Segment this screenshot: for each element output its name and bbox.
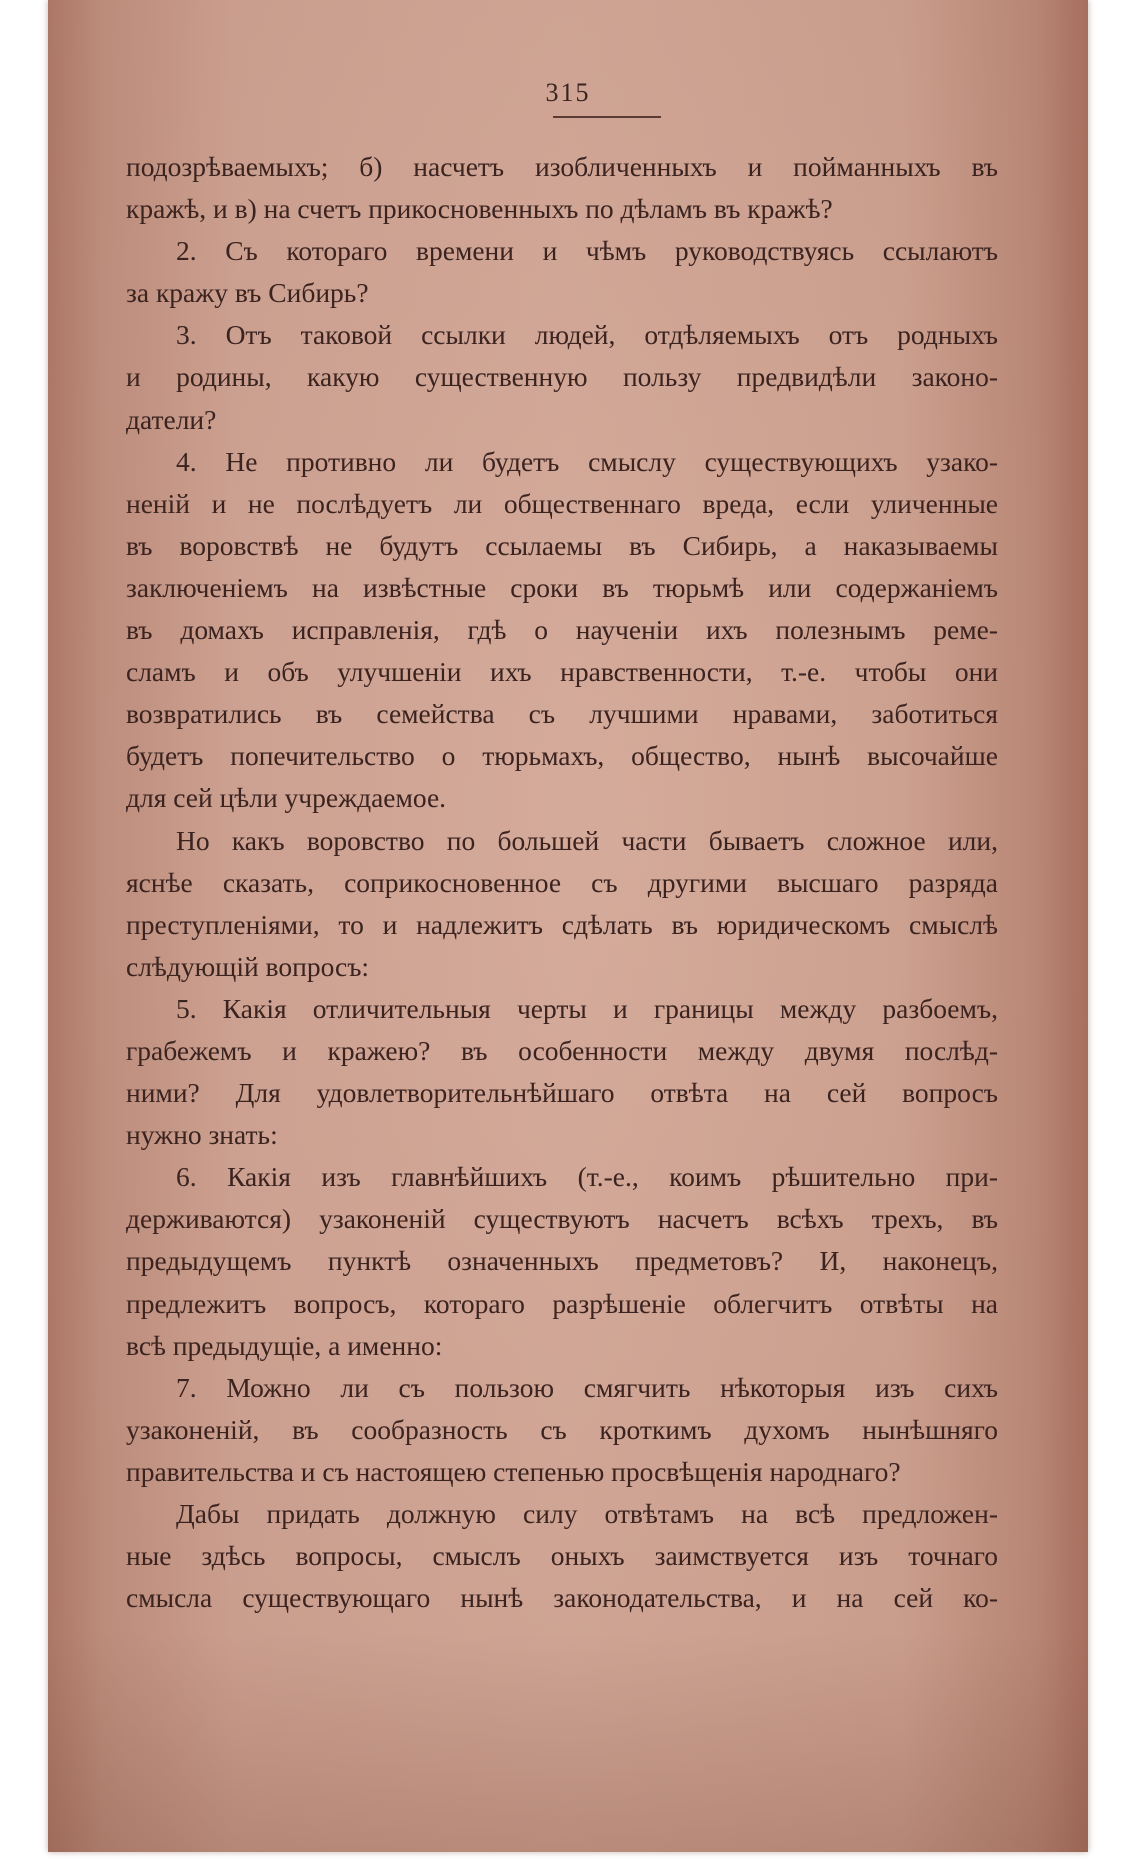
text-line: 3. Отъ таковой ссылки людей, отдѣляемыхъ отъ родныхъ — [176, 319, 998, 351]
text-line: за кражу въ Сибирь? — [126, 277, 369, 309]
text-line: для сей цѣли учреждаемое. — [126, 782, 447, 814]
text-line: предлежитъ вопросъ, котораго разрѣшеніе облегчитъ отвѣты на — [126, 1287, 998, 1319]
text-line: яснѣе сказать, соприкосновенное съ другими высшаго разряда — [126, 866, 998, 898]
text-line: неній и не послѣдуетъ ли общественнаго вреда, если уличенные — [126, 487, 998, 519]
text-line: слѣдующій вопросъ: — [126, 950, 370, 982]
page-number: 315 — [545, 78, 591, 107]
text-line: правительства и съ настоящею степенью просвѣщенія народнаго? — [126, 1455, 901, 1487]
text-line: ними? Для удовлетворительнѣйшаго отвѣта на сей вопросъ — [126, 1077, 998, 1109]
text-line: 5. Какія отличительныя черты и границы между разбоемъ, — [176, 992, 998, 1024]
text-line: Но какъ воровство по большей части бываетъ сложное или, — [176, 824, 998, 856]
text-line: въ домахъ исправленія, гдѣ о наученіи ихъ полезнымъ реме- — [126, 614, 998, 646]
text-line: предыдущемъ пунктѣ означенныхъ предметовъ? И, наконецъ, — [126, 1245, 998, 1277]
text-line: заключеніемъ на извѣстные сроки въ тюрьмѣ или содержаніемъ — [126, 571, 998, 603]
text-line: 7. Можно ли съ пользою смягчить нѣкоторыя изъ сихъ — [176, 1371, 998, 1403]
text-line: преступленіями, то и надлежитъ сдѣлать въ юридическомъ смыслѣ — [126, 908, 998, 940]
text-line: и родины, какую существенную пользу предвидѣли законо- — [126, 361, 998, 393]
text-line: будетъ попечительство о тюрьмахъ, общество, нынѣ высочайше — [126, 740, 998, 772]
text-line: 4. Не противно ли будетъ смыслу существующихъ узако- — [176, 445, 998, 477]
page-body-text — [126, 146, 998, 1619]
text-line: Дабы придать должную силу отвѣтамъ на всѣ предложен- — [176, 1498, 998, 1529]
text-line: подозрѣваемыхъ; б) насчетъ изобличенныхъ и пойманныхъ въ — [126, 151, 998, 182]
text-line: нужно знать: — [126, 1119, 278, 1151]
text-line: всѣ предыдущіе, а именно: — [126, 1329, 443, 1361]
page-number-rule — [553, 116, 661, 118]
text-line: въ воровствѣ не будутъ ссылаемы въ Сибирь, а наказываемы — [126, 529, 998, 561]
book-page — [48, 0, 1088, 1852]
text-line: датели? — [126, 403, 217, 435]
text-line: кражѣ, и в) на счетъ прикосновенныхъ по дѣламъ въ кражѣ? — [126, 193, 833, 225]
text-line: держиваются) узаконеній существуютъ насчетъ всѣхъ трехъ, въ — [126, 1203, 998, 1235]
text-line: грабежемъ и кражею? въ особенности между двумя послѣд- — [126, 1034, 998, 1066]
text-line: узаконеній, въ сообразность съ кроткимъ духомъ нынѣшняго — [126, 1413, 998, 1445]
text-line: 6. Какія изъ главнѣйшихъ (т.-е., коимъ рѣшительно при- — [176, 1161, 998, 1193]
text-line: ные здѣсь вопросы, смыслъ оныхъ заимствуется изъ точнаго — [126, 1540, 998, 1572]
text-line: сламъ и объ улучшеніи ихъ нравственности, т.-е. чтобы они — [126, 656, 998, 688]
text-line: смысла существующаго нынѣ законодательства, и на сей ко- — [126, 1582, 998, 1614]
text-line: 2. Съ котораго времени и чѣмъ руководствуясь ссылаютъ — [176, 235, 998, 267]
text-line: возвратились въ семейства съ лучшими нравами, заботиться — [126, 698, 998, 730]
